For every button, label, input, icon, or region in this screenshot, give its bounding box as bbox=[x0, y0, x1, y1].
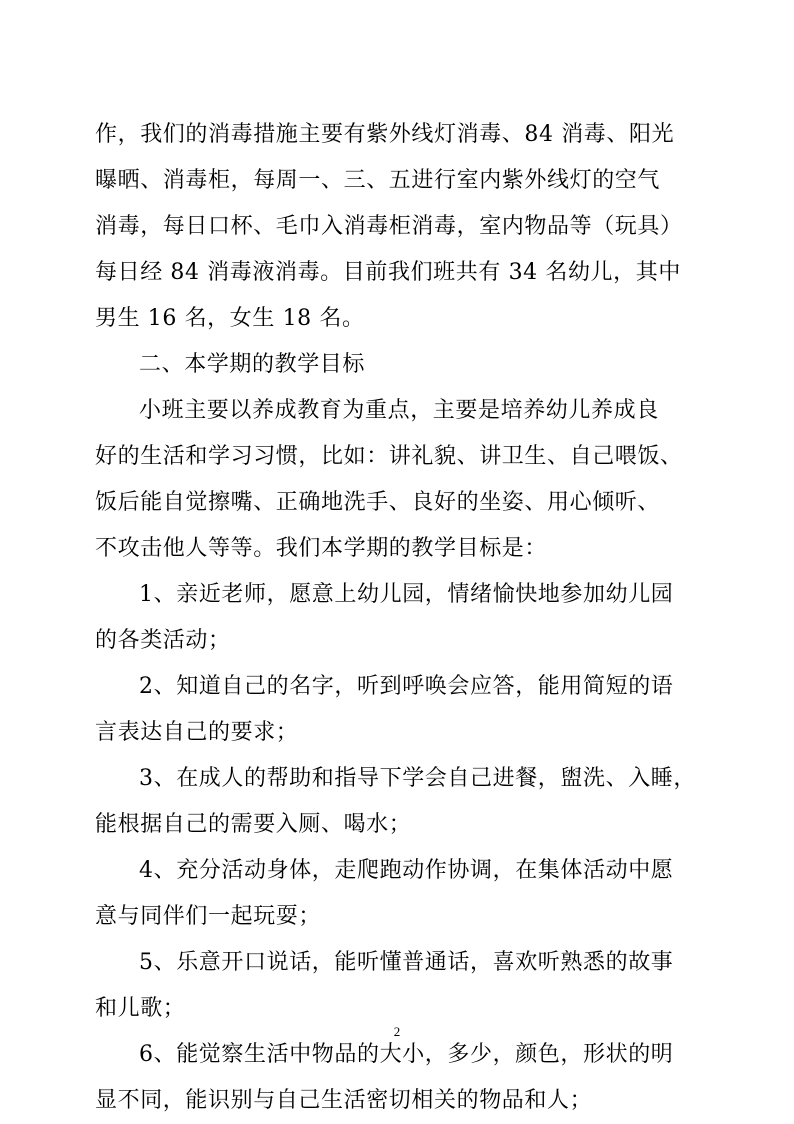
goal-item-3-line: 3、在成人的帮助和指导下学会自己进餐，盥洗、入睡， bbox=[139, 766, 696, 791]
text-line: 不攻击他人等等。我们本学期的教学目标是： bbox=[95, 536, 548, 561]
text-line: 每日经 84 消毒液消毒。目前我们班共有 34 名幼儿，其中 bbox=[95, 260, 681, 285]
section-heading: 二、本学期的教学目标 bbox=[139, 352, 366, 377]
text-line: 好的生活和学习习惯，比如：讲礼貌、讲卫生、自己喂饭、 bbox=[95, 444, 683, 469]
goal-item-2-line: 2、知道自己的名字，听到呼唤会应答，能用简短的语 bbox=[139, 674, 674, 699]
text-line: 曝晒、消毒柜，每周一、三、五进行室内紫外线灯的空气 bbox=[95, 168, 661, 193]
goal-item-1-line: 1、亲近老师，愿意上幼儿园，情绪愉快地参加幼儿园 bbox=[139, 582, 674, 607]
text-line: 饭后能自觉擦嘴、正确地洗手、良好的坐姿、用心倾听、 bbox=[95, 490, 661, 515]
page-number: 2 bbox=[393, 1024, 401, 1039]
goal-item-1-continuation: 的各类活动； bbox=[95, 628, 231, 653]
goal-item-5-line: 5、乐意开口说话，能听懂普通话，喜欢听熟悉的故事 bbox=[139, 950, 674, 975]
text-line: 作，我们的消毒措施主要有紫外线灯消毒、84 消毒、阳光 bbox=[95, 122, 675, 147]
text-line: 消毒，每日口杯、毛巾入消毒柜消毒，室内物品等（玩具） bbox=[95, 214, 683, 239]
goal-item-2-continuation: 言表达自己的要求； bbox=[95, 720, 299, 745]
document-body bbox=[95, 112, 705, 1124]
goal-item-4-line: 4、充分活动身体，走爬跑动作协调，在集体活动中愿 bbox=[139, 858, 674, 883]
goal-item-6-line: 6、能觉察生活中物品的大小，多少，颜色，形状的明 bbox=[139, 1042, 674, 1067]
text-line: 男生 16 名，女生 18 名。 bbox=[95, 306, 365, 331]
goal-item-4-continuation: 意与同伴们一起玩耍； bbox=[95, 904, 322, 929]
paragraph-start-line: 小班主要以养成教育为重点，主要是培养幼儿养成良 bbox=[139, 398, 659, 423]
goal-item-5-continuation: 和儿歌； bbox=[95, 996, 186, 1021]
goal-item-3-continuation: 能根据自己的需要入厕、喝水； bbox=[95, 812, 412, 837]
goal-item-6-continuation: 显不同，能识别与自己生活密切相关的物品和人； bbox=[95, 1088, 593, 1113]
